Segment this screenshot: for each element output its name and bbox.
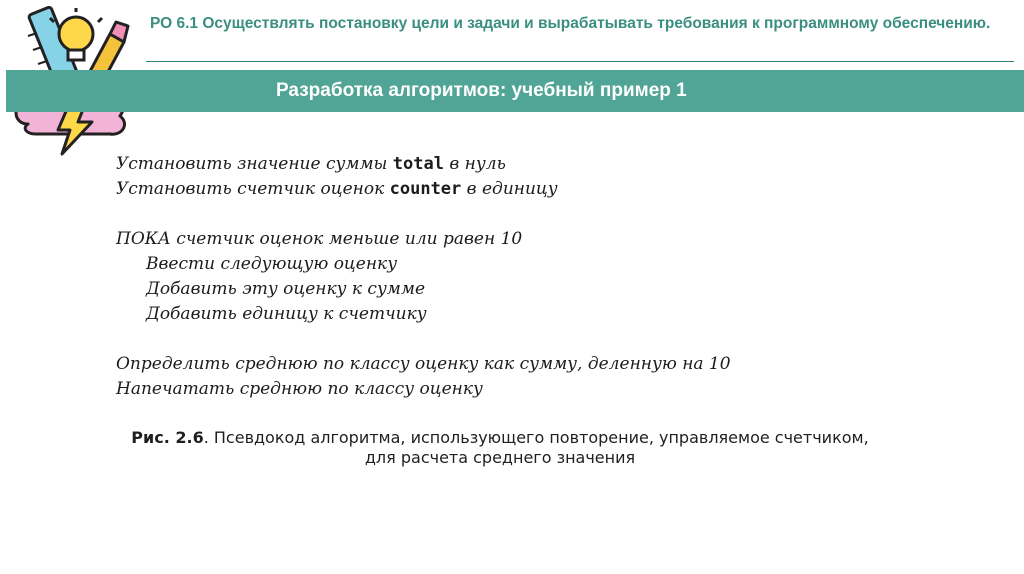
caption-text: . Псевдокод алгоритма, использующего повторение, управляемое счетчиком, <box>203 428 869 447</box>
pseudocode-line-8: Напечатать среднюю по классу оценку <box>116 379 483 399</box>
pseudocode-text: Установить значение суммы <box>116 154 393 174</box>
title-bar <box>6 70 1024 112</box>
learning-objective: РО 6.1 Осуществлять постановку цели и задачи и вырабатывать требования к программному обеспечению. <box>150 15 991 32</box>
blank-line <box>116 327 996 352</box>
pseudocode-line-7: Определить среднюю по классу оценку как сумму, деленную на 10 <box>116 354 731 374</box>
variable-counter: counter <box>389 179 462 199</box>
pseudocode-block <box>116 152 996 402</box>
caption-label: Рис. 2.6 <box>131 428 204 447</box>
pseudocode-line-4: Ввести следующую оценку <box>146 254 398 274</box>
pseudocode-line-2 <box>116 177 996 202</box>
header-divider <box>146 61 1014 62</box>
pseudocode-text: в единицу <box>461 179 558 199</box>
figure-caption <box>100 428 900 468</box>
pseudocode-line-6: Добавить единицу к счетчику <box>146 304 427 324</box>
caption-line-1 <box>100 428 900 448</box>
pseudocode-line-1 <box>116 152 996 177</box>
pseudocode-line-3: ПОКА счетчик оценок меньше или равен 10 <box>116 229 523 249</box>
slide-title: Разработка алгоритмов: учебный пример 1 <box>276 80 687 101</box>
pseudocode-text: в нуль <box>443 154 506 174</box>
pseudocode-text: Установить счетчик оценок <box>116 179 390 199</box>
variable-total: total <box>392 154 444 174</box>
blank-line <box>116 202 996 227</box>
caption-line-2: для расчета среднего значения <box>364 448 636 467</box>
pseudocode-line-5: Добавить эту оценку к сумме <box>146 279 426 299</box>
